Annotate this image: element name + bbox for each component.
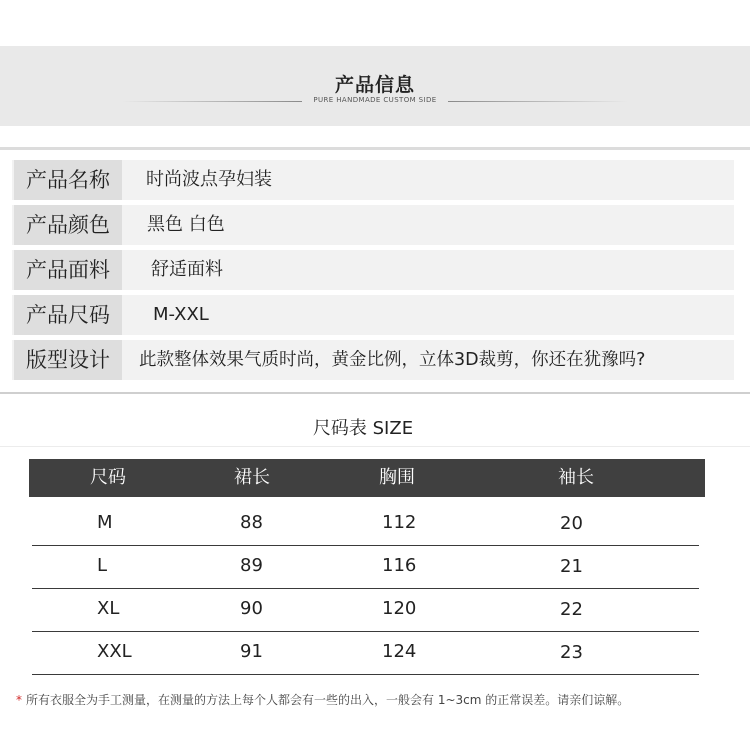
note-star-icon: * [16, 693, 22, 707]
header-bust: 胸围 [379, 467, 415, 488]
table-cell-sleeve: 23 [560, 642, 583, 663]
info-value-fabric: 舒适面料 [151, 259, 223, 280]
table-cell-size: L [97, 555, 108, 576]
table-row-divider [32, 588, 699, 589]
note-text: 所有衣服全为手工测量，在测量的方法上每个人都会有一些的出入，一般会有 1~3cm 的正常误差。请亲们谅解。 [26, 693, 630, 707]
info-label-name: 产品名称 [14, 160, 122, 200]
table-cell-length: 89 [240, 555, 263, 576]
info-label-color: 产品颜色 [14, 205, 122, 245]
table-cell-size: M [97, 512, 113, 533]
table-cell-length: 90 [240, 598, 263, 619]
page-title: 产品信息 [334, 74, 415, 96]
header-length: 裙长 [234, 467, 270, 488]
table-cell-size: XXL [97, 641, 132, 662]
size-title-rule [0, 446, 750, 447]
table-cell-sleeve: 20 [560, 513, 583, 534]
info-value-color: 黑色 白色 [147, 214, 225, 235]
table-cell-length: 91 [240, 641, 263, 662]
info-value-name: 时尚波点孕妇装 [146, 169, 272, 190]
table-row-divider [32, 545, 699, 546]
table-cell-bust: 112 [382, 512, 417, 533]
info-value-design: 此款整体效果气质时尚，黄金比例，立体3D裁剪，你还在犹豫吗? [139, 350, 646, 370]
table-cell-sleeve: 22 [560, 599, 583, 620]
info-label-size: 产品尺码 [14, 295, 122, 335]
header-size: 尺码 [90, 467, 126, 488]
header-sleeve: 袖长 [558, 467, 594, 488]
info-label-fabric: 产品面料 [14, 250, 122, 290]
table-cell-sleeve: 21 [560, 556, 583, 577]
table-cell-bust: 124 [382, 641, 417, 662]
table-cell-bust: 120 [382, 598, 417, 619]
size-chart-title: 尺码表 SIZE [312, 418, 414, 439]
section-divider-2 [0, 392, 750, 394]
table-cell-length: 88 [240, 512, 263, 533]
page-subtitle: PURE HANDMADE CUSTOM SIDE [313, 96, 437, 104]
table-cell-bust: 116 [382, 555, 417, 576]
size-table-header [29, 459, 705, 497]
table-row-divider [32, 631, 699, 632]
info-label-design: 版型设计 [14, 340, 122, 380]
table-row-divider [32, 674, 699, 675]
table-cell-size: XL [97, 598, 120, 619]
info-value-size: M-XXL [153, 304, 209, 325]
measurement-note [16, 691, 746, 708]
section-divider [0, 147, 750, 150]
